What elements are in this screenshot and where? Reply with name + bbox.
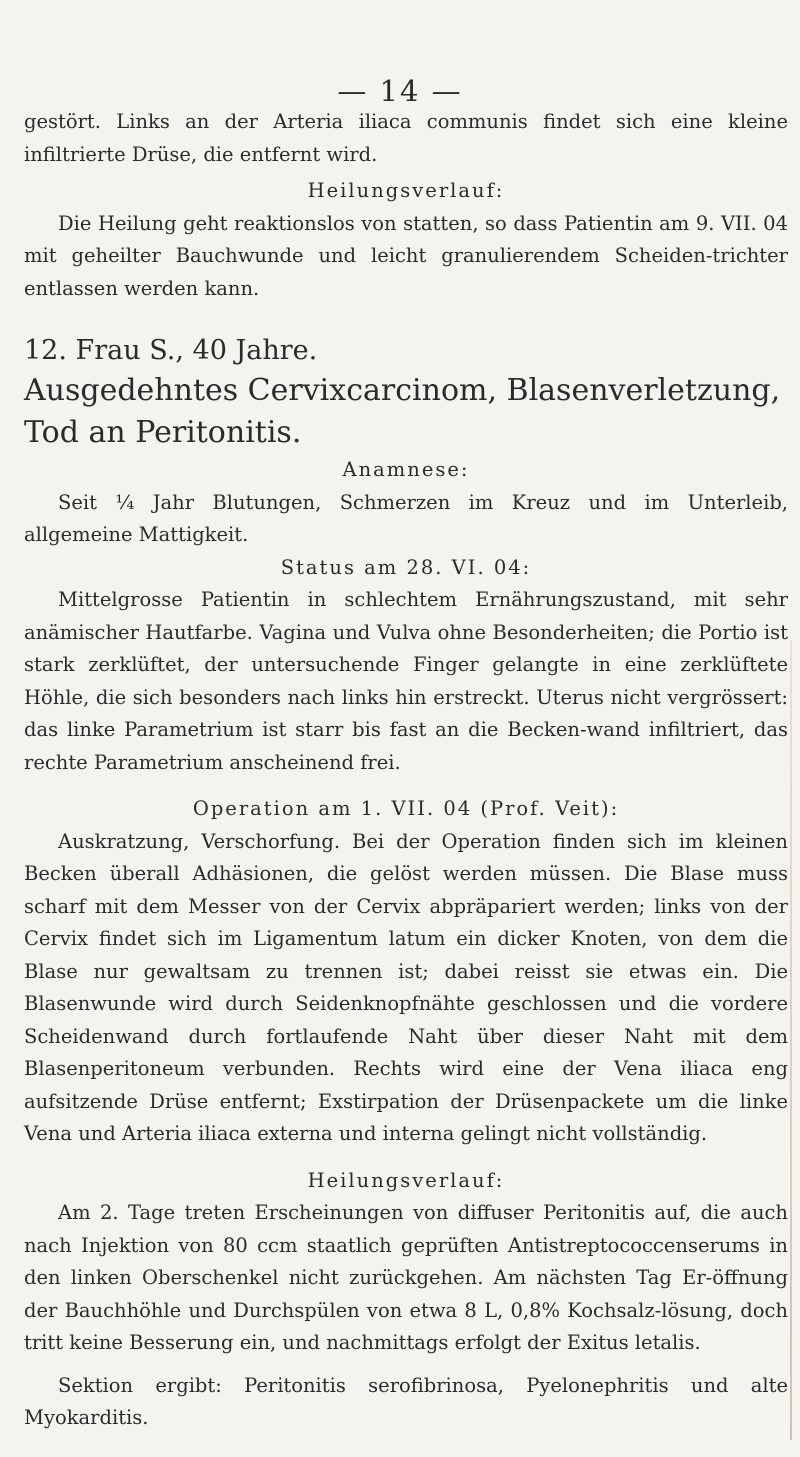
anamnese-text: Seit ¼ Jahr Blutungen, Schmerzen im Kreuz und im Unterleib, allgemeine Mattigkeit. — [24, 490, 788, 546]
case-title: 12. Frau S., 40 Jahre. — [24, 335, 318, 366]
operation-heading: Operation am 1. VII. 04 (Prof. Veit): — [192, 797, 620, 820]
sektion-text: Sektion ergibt: Peritonitis serofibrinosa, Pyelonephritis und alte Myokarditis. — [24, 1373, 788, 1429]
heilungsverlauf-text-1: Die Heilung geht reaktionslos von statten, so dass Patientin am 9. VII. 04 mit geheilter Bauchwunde und leicht granulierendem Scheiden-trichter entlassen werden kann. — [24, 211, 788, 300]
heilungsverlauf-heading-2: Heilungsverlauf: — [307, 1168, 505, 1192]
page-edge-shadow — [790, 640, 792, 1440]
heilungsverlauf-heading-1: Heilungsverlauf: — [307, 179, 505, 202]
case-subtitle: Ausgedehntes Cervixcarcinom, Blasenverletzung, Tod an Peritonitis. — [24, 373, 781, 450]
anamnese-heading: Anamnese: — [342, 458, 470, 481]
case-12 — [24, 332, 788, 1435]
paragraph-continued: gestört. Links an der Arteria iliaca communis findet sich eine kleine infiltrierte Drüse, die entfernt wird. — [24, 110, 788, 166]
page-number: — 14 — — [337, 74, 463, 108]
operation-text: Auskratzung, Verschorfung. Bei der Operation finden sich im kleinen Becken überall Adhäsionen, die gelöst werden müssen. Die Blase muss scharf mit dem Messer von der Cervix abpräpariert werden; links von der Cervix findet sich im Ligamentum latum ein dicker Knoten, von dem die Blase nur gewaltsam zu trennen ist; dabei reisst sie etwas ein. Die Blasenwunde wird durch Seidenknopfnähte geschlossen und die vordere Scheidenwand durch fortlaufende Naht über dieser Naht mit dem Blasenperitoneum verbunden. Rechts wird eine der Vena iliaca eng aufsitzende Drüse entfernt; Exstirpation der Drüsenpackete um die linke Vena und Arteria iliaca externa und interna gelingt nicht vollständig. — [24, 829, 788, 1145]
heilungsverlauf-text-2: Am 2. Tage treten Erscheinungen von diffuser Peritonitis auf, die auch nach Injektion von 80 ccm staatlich geprüften Antistreptococcenserums in den linken Oberschenkel nicht zurückgehen. Am nächsten Tag Er-öffnung der Bauchhöhle und Durchspülen von etwa 8 L, 0,8% Kochsalz-lösung, doch tritt keine Besserung ein, und nachmittags erfolgt der Exitus letalis. — [24, 1201, 788, 1354]
status-heading: Status am 28. VI. 04: — [280, 555, 532, 579]
status-text: Mittelgrosse Patientin in schlechtem Ernährungszustand, mit sehr anämischer Hautfarbe. Vagina und Vulva ohne Besonderheiten; die Portio ist stark zerklüftet, der untersuchende Finger gelangte in eine zerklüftete Höhle, die sich besonders nach links hin erstreckt. Uterus nicht vergrössert: das linke Parametrium ist starr bis fast an die Becken-wand infiltriert, das rechte Parametrium anscheinend frei. — [24, 588, 788, 774]
section-continuation — [24, 106, 788, 305]
